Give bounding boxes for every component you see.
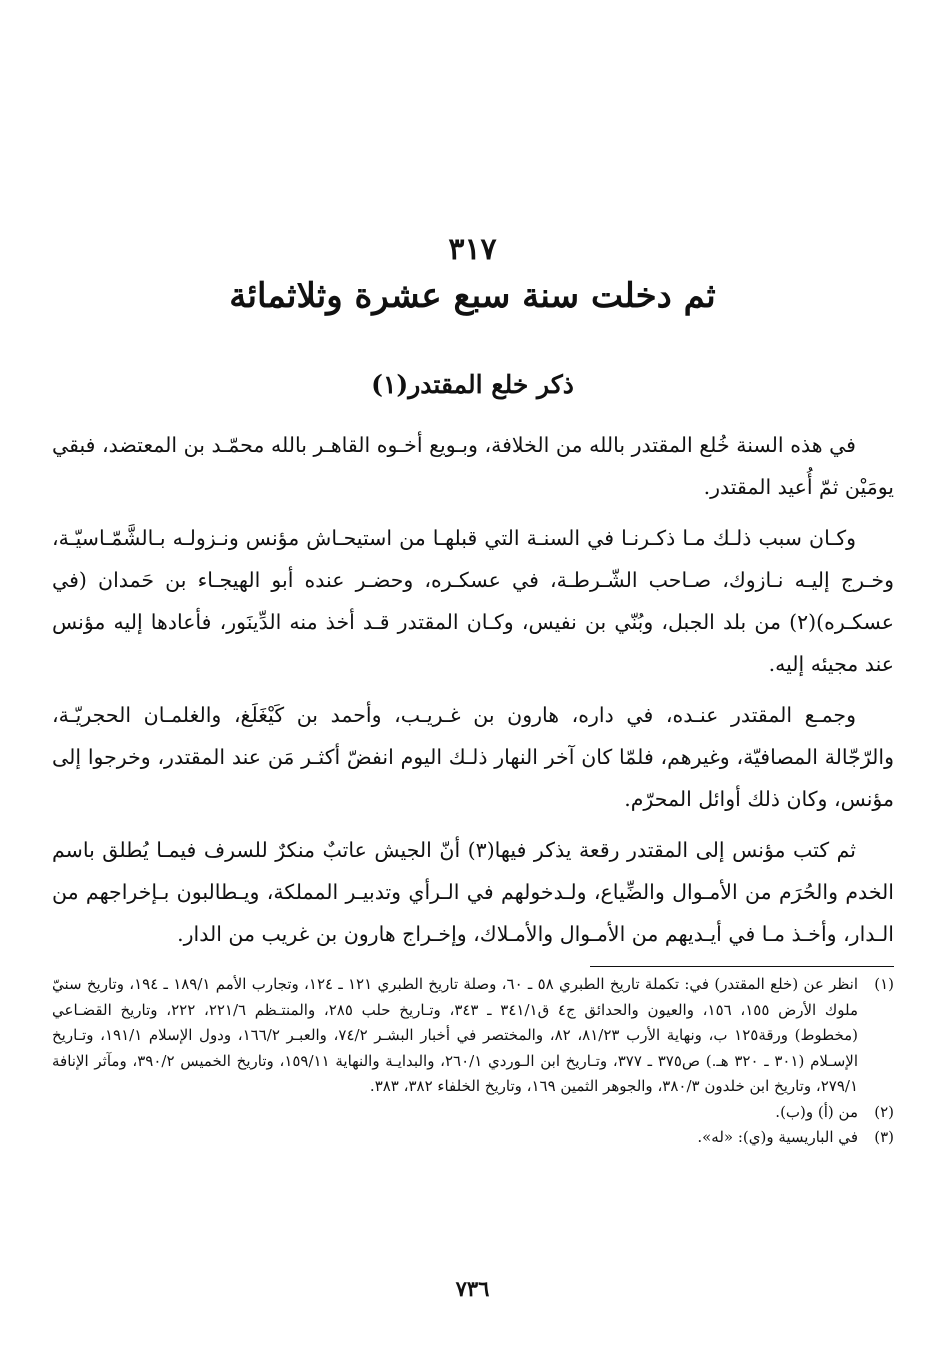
footnote-text: في الباريسية و(ي): «له». bbox=[697, 1128, 858, 1146]
footnote-number: (٢) bbox=[874, 1102, 894, 1121]
footnote-text: انظر عن (خلع المقتدر) في: تكملة تاريخ الطبري ٥٨ ـ ٦٠، وصلة تاريخ الطبري ١٢١ ـ ١٢٤، وتجارب الأمم ١٨٩/١ ـ ١٩٤، وتاريخ سنيّ ملوك الأرض ١٥٥، ١٥٦، والعيون والحدائق ج٤ ق٣٤١/١ ـ ٣٤٣، وتـاريخ حلب ٢٨٥، والمنتـظم ٢٢١/٦، ٢٢٢، وتاريخ القضـاعي (مخطوط) ورقة١٢٥ ب، ونهاية الأرب ٨١/٢٣، ٨٢، والمختصر في أخبار البشـر ٧٤/٢، والعبـر ١٦٦/٢، ودول الإسلام ١٩١/١، وتـاريخ الإسـلام (٣٠١ ـ ٣٢٠ هـ.) ص٣٧٥ ـ ٣٧٧، وتـاريخ ابن الـوردي ٢٦٠/١، والبدايـة والنهاية ١٥٩/١١، وتاريخ الخميس ٣٩٠/٢، ومآثر الإنافة ٢٧٩/١، وتاريخ ابن خلدون ٣٨٠/٣، والجوهر الثمين ١٦٩، وتاريخ الخلفاء ٣٨٢، ٣٨٣. bbox=[52, 975, 859, 1095]
paragraph: وكـان سبب ذلـك مـا ذكـرنـا في السنـة التي قبلهـا من استيحـاش مؤنس ونـزولـه بـالشَّمّـاسيّـة، وخـرج إليـه نـازوك، صـاحب الشّـرطـة، في عسكـره، وحضـر عنده أبو الهيجـاء بن حَمدان (في عسكـره)(٢) من بلد الجبل، وبُنّي بن نفيس، وكـان المقتدر قـد أخذ منه الدِّينَور، فأعادها إليه مؤنس عند مجيئه إليه. bbox=[52, 526, 894, 676]
paragraph: ثم كتب مؤنس إلى المقتدر رقعة يذكر فيها(٣) أنّ الجيش عاتبٌ منكرٌ للسرف فيمـا يُطلق باسم الخدم والحُرَم من الأمـوال والضِّياع، ولـدخولهم في الـرأي وتدبيـر المملكة، ويـطالبون بـإخراجهم من الـدار، وأخـذ مـا في أيـديهم من الأمـوال والأمـلاك، وإخـراج هارون بن غريب من الدار. bbox=[52, 838, 894, 946]
footnote bbox=[52, 1125, 894, 1151]
year-number: ٣١٧ bbox=[448, 232, 497, 267]
page-number: ٧٣٦ bbox=[455, 1276, 490, 1301]
footnote-separator bbox=[590, 966, 894, 967]
body-text bbox=[52, 424, 894, 964]
chapter-title: ثم دخلت سنة سبع عشرة وثلاثمائة bbox=[229, 276, 716, 316]
section-heading: ذكر خلع المقتدر(١) bbox=[371, 370, 574, 399]
paragraph: في هذه السنة خُلع المقتدر بالله من الخلافة، وبـويع أخـوه القاهـر بالله محمّـد بن المعتضد، فبقي يومَيْن ثمّ أُعيد المقتدر. bbox=[52, 433, 894, 499]
footnote-number: (١) bbox=[874, 975, 894, 993]
footnotes bbox=[52, 972, 894, 1151]
footnote bbox=[52, 972, 894, 1100]
footnote-text: من (أ) و(ب). bbox=[775, 1102, 858, 1121]
footnote-number: (٣) bbox=[874, 1128, 894, 1146]
footnote bbox=[52, 1100, 894, 1126]
paragraph: وجمـع المقتدر عنـده، في داره، هارون بن غـريـب، وأحمد بن كَيْغَلَغ، والغلمـان الحجريّـة، والرّجّالة المصافيّة، وغيرهم، فلمّا كان آخر النهار ذلـك اليوم انفضّ أكثـر مَن عند المقتدر، وخرجوا إلى مؤنس، وكان ذلك أوائل المحرّم. bbox=[52, 703, 894, 811]
